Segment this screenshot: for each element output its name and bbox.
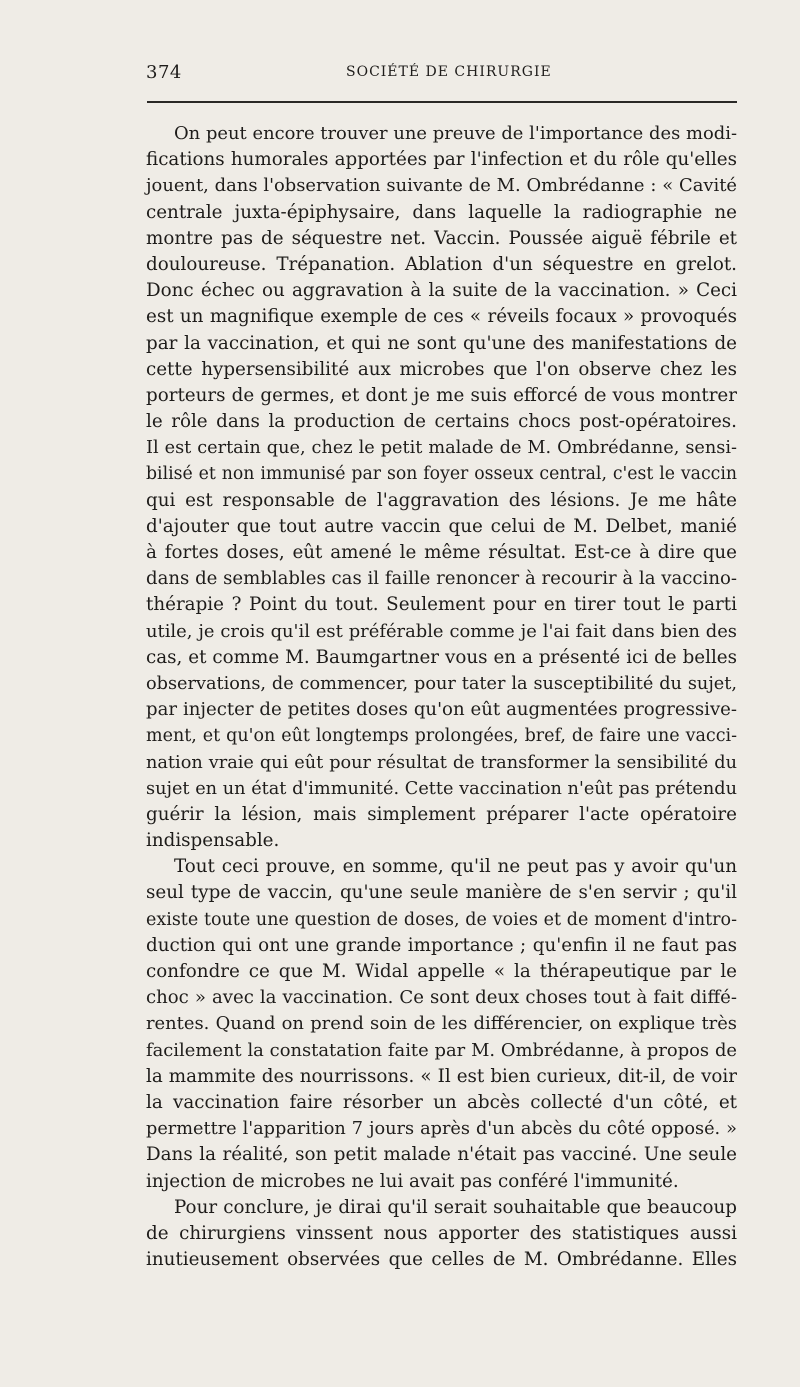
text-line: choc » avec la vaccination. Ce sont deux choses tout à fait diffé- xyxy=(146,987,737,1009)
text-line: Dans la réalité, son petit malade n'était pas vacciné. Une seule xyxy=(146,1144,737,1166)
text-line: porteurs de germes, et dont je me suis efforcé de vous montrer xyxy=(146,384,737,406)
text-line: qui est responsable de l'aggravation des lésions. Je me hâte xyxy=(146,489,737,511)
text-line: inutieusement observées que celles de M. Ombrédanne. Elles xyxy=(146,1249,737,1271)
text-line: cas, et comme M. Baumgartner vous en a présenté ici de belles xyxy=(146,646,737,668)
text-line: fications humorales apportées par l'infection et du rôle qu'elles xyxy=(146,149,737,171)
text-line: duction qui ont une grande importance ; qu'enfin il ne faut pas xyxy=(146,934,737,956)
page-header xyxy=(146,62,736,86)
body-text xyxy=(146,121,737,1273)
text-line: jouent, dans l'observation suivante de M. Ombrédanne : « Cavité xyxy=(146,175,737,197)
text-line: dans de semblables cas il faille renoncer à recourir à la vaccino- xyxy=(146,568,737,590)
text-line: thérapie ? Point du tout. Seulement pour en tirer tout le parti xyxy=(146,594,737,616)
running-head: SOCIÉTÉ DE CHIRURGIE xyxy=(346,64,552,80)
text-line: est un magnifique exemple de ces « réveils focaux » provoqués xyxy=(146,306,737,328)
text-line: douloureuse. Trépanation. Ablation d'un séquestre en grelot. xyxy=(146,253,737,275)
text-line: cette hypersensibilité aux microbes que l'on observe chez les xyxy=(146,358,737,380)
text-line: la mammite des nourrissons. « Il est bien curieux, dit-il, de voir xyxy=(146,1065,737,1087)
paragraph-1 xyxy=(146,121,737,854)
text-line: ment, et qu'on eût longtemps prolongées, bref, de faire une vacci- xyxy=(146,726,737,747)
text-line: par la vaccination, et qui ne sont qu'une des manifestations de xyxy=(146,332,737,354)
text-line: nation vraie qui eût pour résultat de transformer la sensibilité du xyxy=(146,752,737,773)
text-line: facilement la constatation faite par M. Ombrédanne, à propos de xyxy=(146,1039,737,1061)
page-number: 374 xyxy=(146,62,182,83)
text-line: On peut encore trouver une preuve de l'importance des modi- xyxy=(174,123,737,144)
text-line: seul type de vaccin, qu'une seule manière de s'en servir ; qu'il xyxy=(146,882,737,904)
paragraph-3 xyxy=(146,1195,737,1274)
text-line: utile, je crois qu'il est préférable comme je l'ai fait dans bien des xyxy=(146,620,737,642)
text-line: guérir la lésion, mais simplement préparer l'acte opératoire xyxy=(146,803,737,825)
text-line: Pour conclure, je dirai qu'il serait souhaitable que beaucoup xyxy=(174,1196,737,1218)
text-line: sujet en un état d'immunité. Cette vaccination n'eût pas prétendu xyxy=(146,778,737,799)
text-line: de chirurgiens vinssent nous apporter des statistiques aussi xyxy=(146,1222,737,1244)
text-line: confondre ce que M. Widal appelle « la thérapeutique par le xyxy=(146,961,737,982)
text-line: la vaccination faire résorber un abcès collecté d'un côté, et xyxy=(146,1091,737,1113)
text-line: existe toute une question de doses, de voies et de moment d'intro- xyxy=(146,909,737,930)
text-line: indispensable. xyxy=(146,830,280,852)
text-line: rentes. Quand on prend soin de les différencier, on explique très xyxy=(146,1013,737,1035)
text-line: permettre l'apparition 7 jours après d'un abcès du côté opposé. » xyxy=(146,1119,737,1140)
text-line: montre pas de séquestre net. Vaccin. Poussée aiguë fébrile et xyxy=(146,227,737,249)
text-line: par injecter de petites doses qu'on eût augmentées progressive- xyxy=(146,699,737,721)
text-line: Il est certain que, chez le petit malade de M. Ombrédanne, sensi- xyxy=(146,438,737,459)
text-line: à fortes doses, eût amené le même résultat. Est-ce à dire que xyxy=(146,542,737,563)
text-line: bilisé et non immunisé par son foyer osseux central, c'est le vaccin xyxy=(146,464,737,485)
text-line: centrale juxta-épiphysaire, dans laquelle la radiographie ne xyxy=(146,201,737,223)
text-line: Donc échec ou aggravation à la suite de la vaccination. » Ceci xyxy=(146,280,737,302)
text-line: d'ajouter que tout autre vaccin que celui de M. Delbet, manié xyxy=(146,515,737,537)
header-rule xyxy=(147,101,737,103)
text-line: le rôle dans la production de certains chocs post-opératoires. xyxy=(146,411,737,433)
paragraph-2 xyxy=(146,854,737,1194)
text-line: Tout ceci prouve, en somme, qu'il ne peut pas y avoir qu'un xyxy=(174,856,737,878)
text-line: observations, de commencer, pour tater la susceptibilité du sujet, xyxy=(146,673,737,694)
text-line: injection de microbes ne lui avait pas conféré l'immunité. xyxy=(146,1170,679,1192)
